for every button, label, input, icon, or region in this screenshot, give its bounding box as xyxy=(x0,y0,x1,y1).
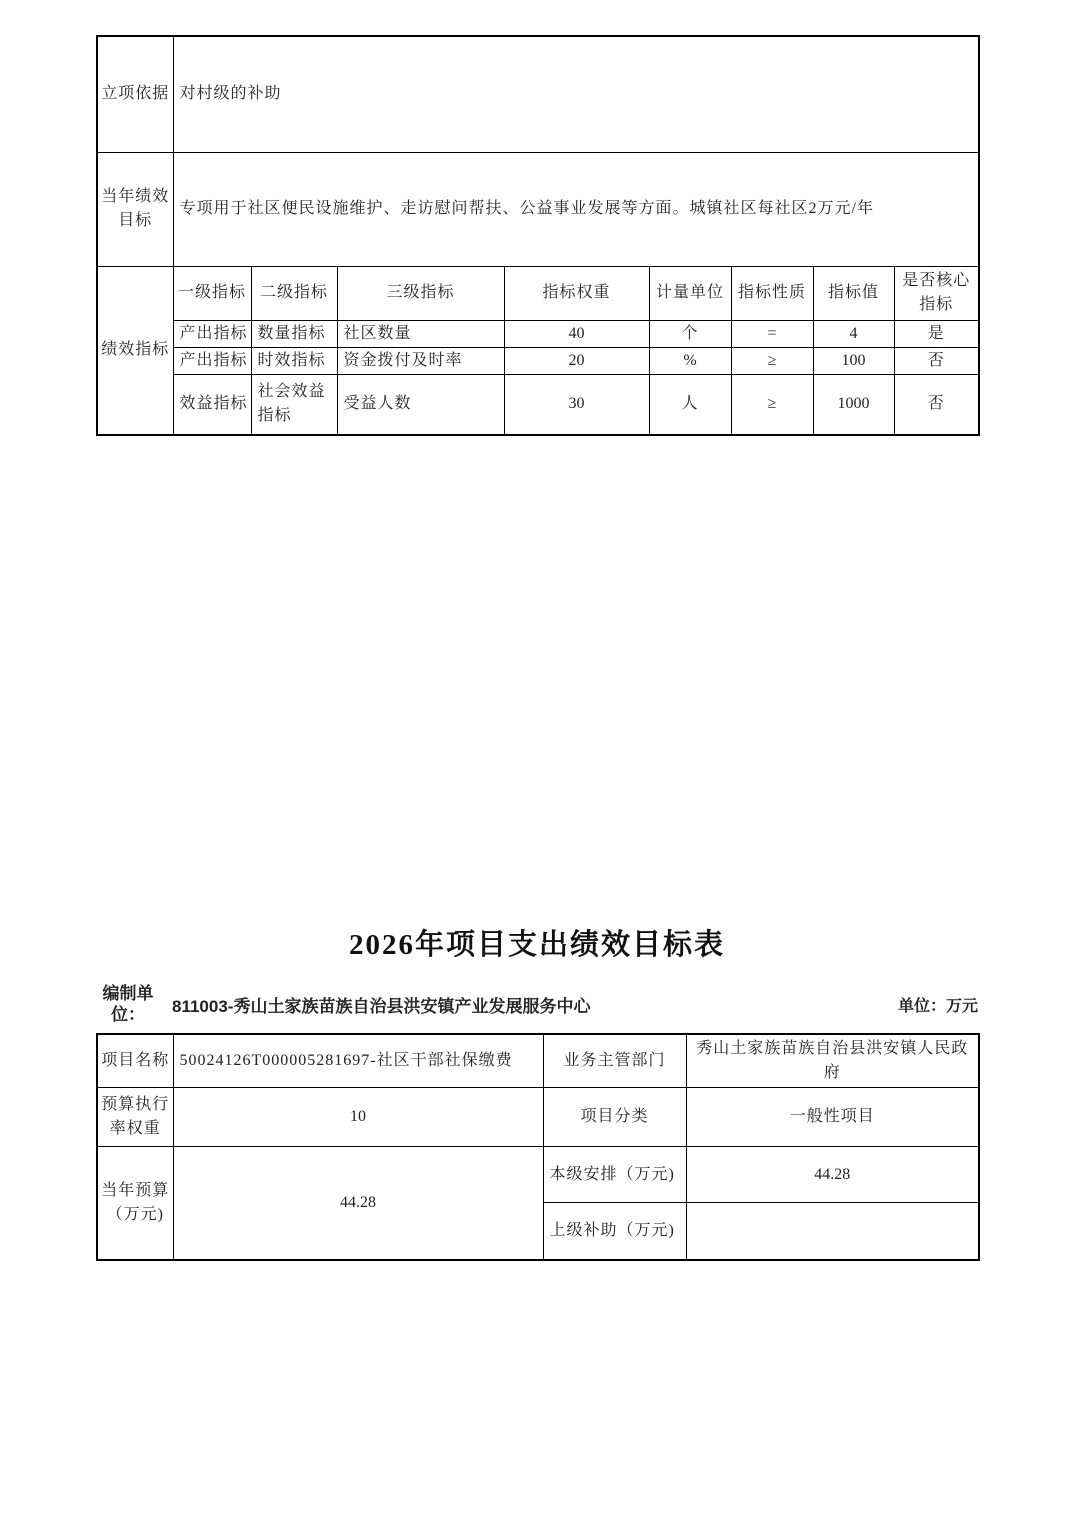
project-name-label-cell: 项目名称 xyxy=(97,1034,173,1088)
page-title: 2026年项目支出绩效目标表 xyxy=(348,929,725,961)
indicator-cell: 产出指标 xyxy=(173,347,251,374)
indicator-header-cell: 指标权重 xyxy=(504,266,649,320)
exec-weight-value-cell: 10 xyxy=(173,1088,543,1147)
indicator-cell: 1000 xyxy=(813,374,894,435)
indicator-header-cell: 是否核心指标 xyxy=(894,266,979,320)
category-label-cell: 项目分类 xyxy=(543,1088,686,1147)
indicator-header-cell: 三级指标 xyxy=(337,266,504,320)
indicator-cell: % xyxy=(649,347,731,374)
prepared-by-label: 编制单位： xyxy=(102,983,154,1024)
indicator-cell: 否 xyxy=(894,347,979,374)
indicator-cell: 个 xyxy=(649,320,731,347)
indicator-cell: 4 xyxy=(813,320,894,347)
indicator-cell: 人 xyxy=(649,374,731,435)
indicator-cell: 否 xyxy=(894,374,979,435)
indicator-cell: 效益指标 xyxy=(173,374,251,435)
indicator-cell: 资金拨付及时率 xyxy=(337,347,504,374)
target-value-cell: 专项用于社区便民设施维护、走访慰问帮扶、公益事业发展等方面。城镇社区每社区2万元/年 xyxy=(173,152,979,266)
indicator-cell: 社区数量 xyxy=(337,320,504,347)
indicator-cell: 40 xyxy=(504,320,649,347)
indicator-cell: 20 xyxy=(504,347,649,374)
dept-value-cell: 秀山土家族苗族自治县洪安镇人民政府 xyxy=(686,1034,979,1088)
category-value-cell: 一般性项目 xyxy=(686,1088,979,1147)
local-arrangement-value-cell: 44.28 xyxy=(686,1147,979,1203)
indicator-header-cell: 指标值 xyxy=(813,266,894,320)
indicator-cell: 时效指标 xyxy=(251,347,337,374)
indicator-cell: 100 xyxy=(813,347,894,374)
indicator-cell: 30 xyxy=(504,374,649,435)
indicator-cell: 产出指标 xyxy=(173,320,251,347)
higher-subsidy-label-cell: 上级补助（万元) xyxy=(543,1203,686,1260)
indicator-cell: 数量指标 xyxy=(251,320,337,347)
performance-info-table xyxy=(96,35,980,436)
indicator-header-cell: 计量单位 xyxy=(649,266,731,320)
indicator-cell: 社会效益指标 xyxy=(251,374,337,435)
indicator-section-label-cell: 绩效指标 xyxy=(97,266,173,435)
basis-value-cell: 对村级的补助 xyxy=(173,36,979,152)
indicator-cell: ≥ xyxy=(731,347,813,374)
project-name-value-cell: 50024126T000005281697-社区干部社保缴费 xyxy=(173,1034,543,1088)
prepared-by-row xyxy=(96,980,978,1028)
basis-label-cell: 立项依据 xyxy=(97,36,173,152)
higher-subsidy-value-cell xyxy=(686,1203,979,1260)
indicator-cell: = xyxy=(731,320,813,347)
exec-weight-label-cell: 预算执行率权重 xyxy=(97,1088,173,1147)
annual-budget-label-cell: 当年预算（万元) xyxy=(97,1147,173,1260)
indicator-cell: 是 xyxy=(894,320,979,347)
local-arrangement-label-cell: 本级安排（万元) xyxy=(543,1147,686,1203)
dept-label-cell: 业务主管部门 xyxy=(543,1034,686,1088)
prepared-by-value: 811003-秀山土家族苗族自治县洪安镇产业发展服务中心 xyxy=(172,996,591,1016)
indicator-header-cell: 指标性质 xyxy=(731,266,813,320)
unit-note: 单位：万元 xyxy=(897,997,978,1015)
indicator-cell: ≥ xyxy=(731,374,813,435)
target-label-cell: 当年绩效目标 xyxy=(97,152,173,266)
indicator-header-cell: 二级指标 xyxy=(251,266,337,320)
annual-budget-value-cell: 44.28 xyxy=(173,1147,543,1260)
project-summary-table xyxy=(96,1033,980,1261)
indicator-header-cell: 一级指标 xyxy=(173,266,251,320)
indicator-cell: 受益人数 xyxy=(337,374,504,435)
